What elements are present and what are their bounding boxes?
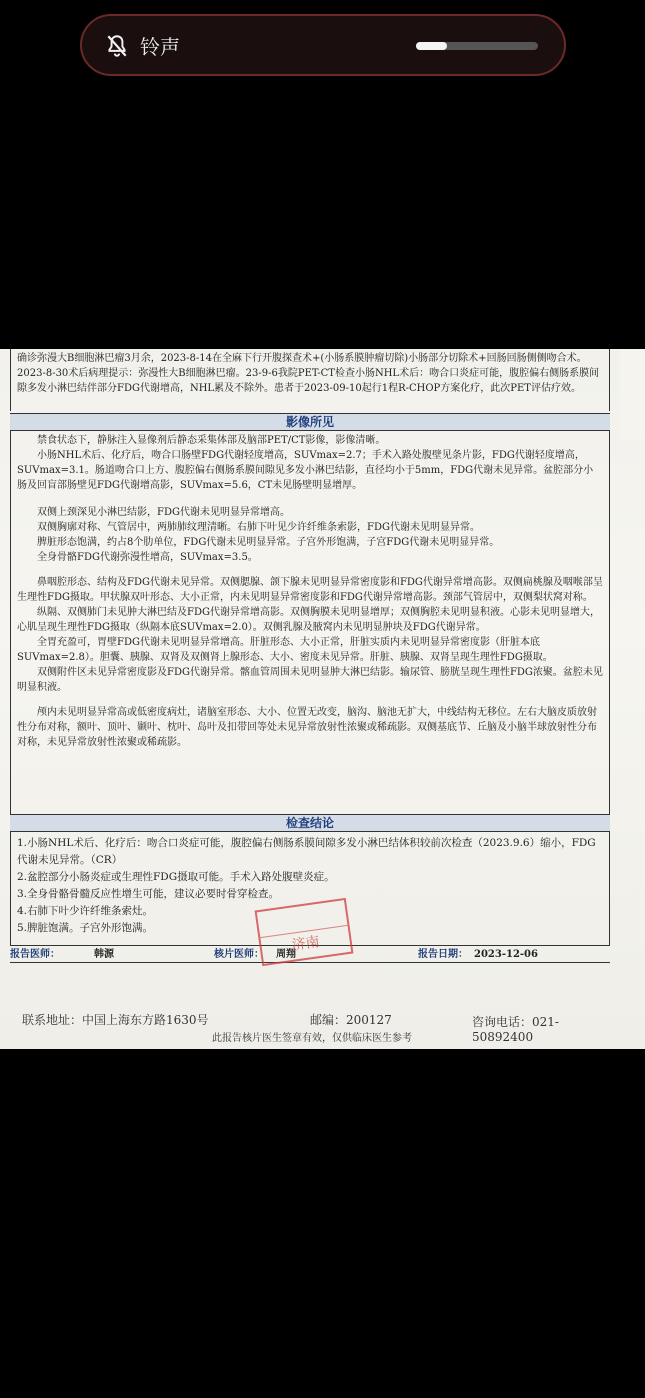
report-date-label: 报告日期： [418,949,468,960]
reporter-label: 报告医师： [10,949,60,960]
contact-address: 联系地址：中国上海东方路1630号 [22,1013,209,1027]
conclusion-item: 2.盆腔部分小肠炎症或生理性FDG摄取可能。手术入路处腹壁炎症。 [17,871,335,883]
findings-box [10,431,610,814]
ringer-label: 铃声 [140,35,180,59]
reviewer-label: 核片医师： [214,949,264,960]
findings-paragraph: 脾脏形态饱满，约占8个肋单位，FDG代谢未见明显异常。子宫外形饱满，子宫FDG代谢未见明显异常。 [37,537,500,548]
conclusion-item: 4.右肺下叶少许纤维条索灶。 [17,905,154,917]
findings-paragraph: 颅内未见明显异常高或低密度病灶，诸脑室形态、大小、位置无改变，脑沟、脑池无扩大，中线结构无移位。左右大脑皮质放射性分布对称，额叶、顶叶、颞叶、枕叶、岛叶及扣带回等处未见异常放射性浓聚或稀疏影。双侧基底节、丘脑及小脑半球放射性分布对称，未见异常放射性浓聚或稀疏影。 [17,707,597,748]
findings-paragraph: 全胃充盈可，胃壁FDG代谢未见明显异常增高。肝脏形态、大小正常，肝脏实质内未见明显异常密度影（肝脏本底SUVmax=2.8）。胆囊、胰腺、双肾及双侧肾上腺形态、大小、密度未见异常。肝脏、胰腺、双肾呈现生理性FDG摄取。 [17,637,553,663]
contact-postcode: 邮编：200127 [310,1013,392,1027]
conclusion-item: 5.脾脏饱满。子宫外形饱满。 [17,922,154,934]
stamp-text: 济南 [290,934,321,954]
ringer-indicator[interactable] [80,14,566,76]
findings-paragraph: 禁食状态下，静脉注入显像剂后静态采集体部及脑部PET/CT影像，影像清晰。 [37,435,386,446]
report-date: 2023-12-06 [474,949,538,960]
clinical-history-box [10,349,610,411]
clinical-history: 确诊弥漫大B细胞淋巴瘤3月余，2023-8-14在全麻下行开腹探查术+(小肠系膜肿瘤切除)小肠部分切除术+回肠回肠侧侧吻合术。2023-8-30术后病理提示：弥漫性大B细胞淋巴瘤。23-9-6我院PET-CT检查小肠NHL术后：吻合口炎症可能，腹腔偏右侧肠系膜间隙多发小淋巴结伴部分FDG代谢增高，NHL累及不除外。患者于2023-09-10起行1程R-CHOP方案化疗，此次PET评估疗效。 [17,353,600,394]
findings-paragraph: 全身骨骼FDG代谢弥漫性增高，SUVmax=3.5。 [37,552,258,563]
ringer-volume-fill [416,42,447,50]
findings-paragraph: 纵隔、双侧肺门未见肿大淋巴结及FDG代谢异常增高影。双侧胸膜未见明显增厚；双侧胸腔未见明显积液。心影未见明显增大，心肌呈现生理性FDG摄取（纵隔本底SUVmax=2.0）。双侧乳腺及腋窝内未见明显肿块及FDG代谢异常。 [17,607,600,633]
ringer-volume-slider[interactable] [416,42,538,50]
findings-header: 影像所见 [10,413,610,431]
findings-paragraph: 小肠NHL术后、化疗后，吻合口肠壁FDG代谢轻度增高，SUVmax=2.7；手术入路处腹壁见条片影，FDG代谢轻度增高，SUVmax=3.1。肠道吻合口上方、腹腔偏右侧肠系膜间隙见多发小淋巴结影，直径均小于5mm，FDG代谢未见异常。盆腔部分小肠及回盲部肠壁见FDG代谢增高影，SUVmax=5.6，CT未见肠壁明显增厚。 [17,450,594,491]
findings-paragraph: 双侧上颈深见小淋巴结影，FDG代谢未见明显异常增高。 [37,507,290,518]
contact-phone: 咨询电话：021-50892400 [472,1015,559,1044]
document-photo [0,349,645,1049]
conclusion-item: 1.小肠NHL术后、化疗后：吻合口炎症可能，腹腔偏右侧肠系膜间隙多发小淋巴结体积较前次检查（2023.9.6）缩小，FDG代谢未见异常。（CR） [17,837,596,866]
reviewer-name: 周翔 [276,949,296,960]
conclusion-item: 3.全身骨骼骨髓反应性增生可能，建议必要时骨穿检查。 [17,888,280,900]
report-sheet [0,349,620,1049]
adjacent-page-edge [620,349,645,439]
reporter-name: 韩源 [94,949,114,960]
bell-slash-icon [104,33,130,59]
conclusion-header: 检查结论 [10,814,610,832]
findings-paragraph: 双侧附件区未见异常密度影及FDG代谢异常。髂血管周围未见明显肿大淋巴结影。输尿管、膀胱呈现生理性FDG浓聚。盆腔未见明显积液。 [17,667,603,693]
report-disclaimer: 此报告核片医生签章有效，仅供临床医生参考 [212,1033,412,1044]
findings-paragraph: 双侧胸廓对称、气管居中，两肺肺纹理清晰。右肺下叶见少许纤维条索影，FDG代谢未见明显异常。 [37,522,480,533]
findings-paragraph: 鼻咽腔形态、结构及FDG代谢未见异常。双侧腮腺、颌下腺未见明显异常密度影和FDG代谢异常增高影。双侧扁桃腺及咽喉部呈生理性FDG摄取。甲状腺双叶形态、大小正常，内未见明显异常密度影和FDG代谢异常增高影。颈部气管居中，双侧梨状窝对称。 [17,577,603,603]
